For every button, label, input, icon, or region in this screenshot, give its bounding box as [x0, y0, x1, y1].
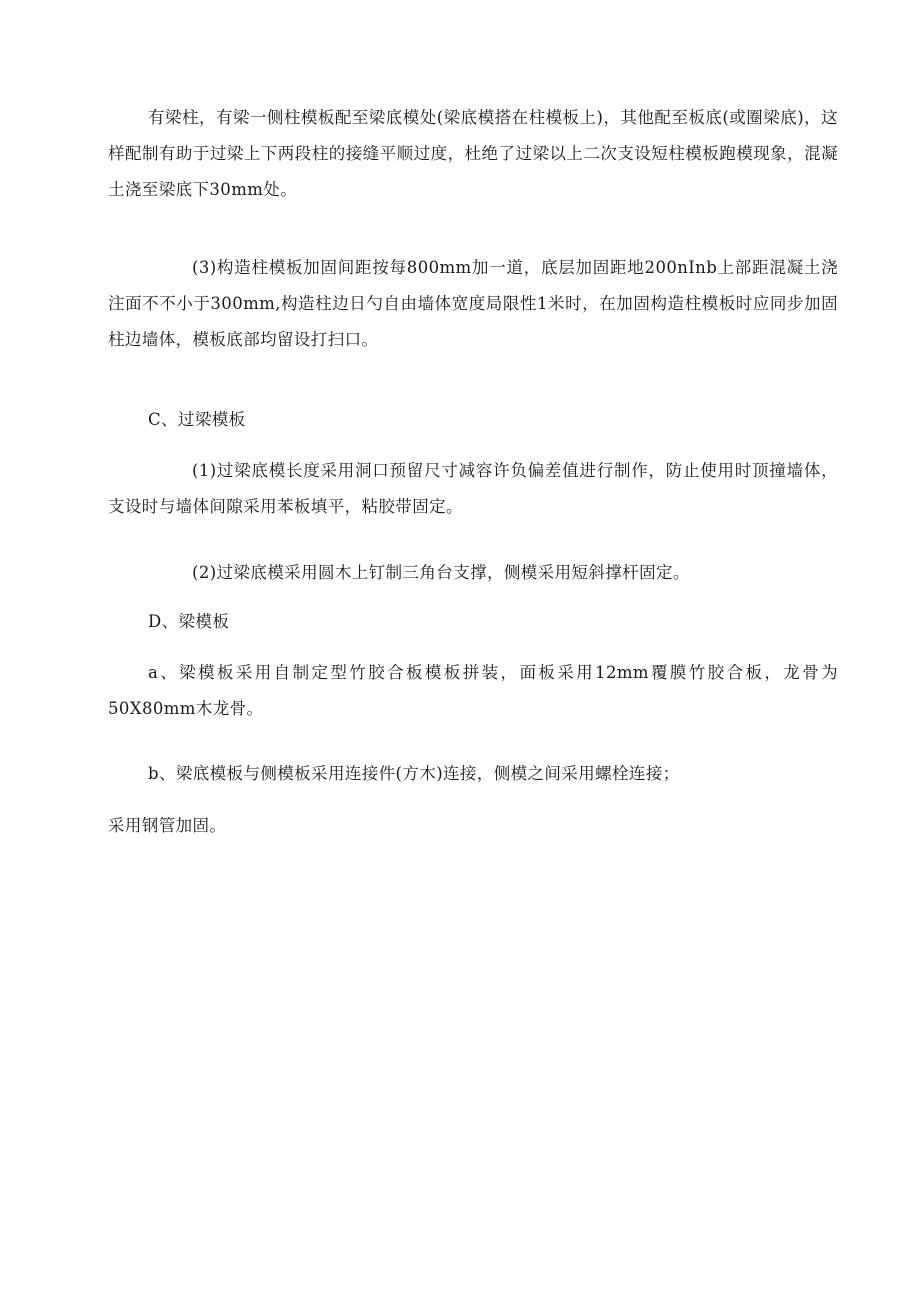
paragraph-3: (1)过梁底模长度采用洞口预留尺寸减容许负偏差值进行制作，防止使用时顶撞墙体，支设时与墙体间隙采用苯板填平，粘胶带固定。	[108, 461, 838, 516]
paragraph-1: 有梁柱，有梁一侧柱模板配至梁底模处(梁底模搭在柱模板上)，其他配至板底(或圈梁底)，这样配制有助于过梁上下两段柱的接缝平顺过度，杜绝了过梁以上二次支设短柱模板跑模现象，混凝土浇至梁底下30mm处。	[108, 108, 838, 199]
paragraph-7: 采用钢管加固。	[108, 816, 227, 835]
paragraph-5: a、梁模板采用自制定型竹胶合板模板拼装，面板采用12mm覆膜竹胶合板，龙骨为50X80mm木龙骨。	[108, 663, 838, 718]
paragraph-2: (3)构造柱模板加固间距按每800mm加一道，底层加固距地200nInb上部距混凝土浇注面不不小于300mm,构造柱边日勺自由墙体宽度局限性1米时，在加固构造柱模板时应同步加固柱边墙体，模板底部均留设打扫口。	[108, 258, 838, 349]
section-heading-c: C、过梁模板	[148, 410, 246, 429]
paragraph-4: (2)过梁底模采用圆木上钉制三角台支撑，侧模采用短斜撑杆固定。	[192, 563, 690, 582]
paragraph-6: b、梁底模板与侧模板采用连接件(方木)连接，侧模之间采用螺栓连接；	[148, 764, 680, 783]
section-heading-d: D、梁模板	[148, 612, 230, 631]
